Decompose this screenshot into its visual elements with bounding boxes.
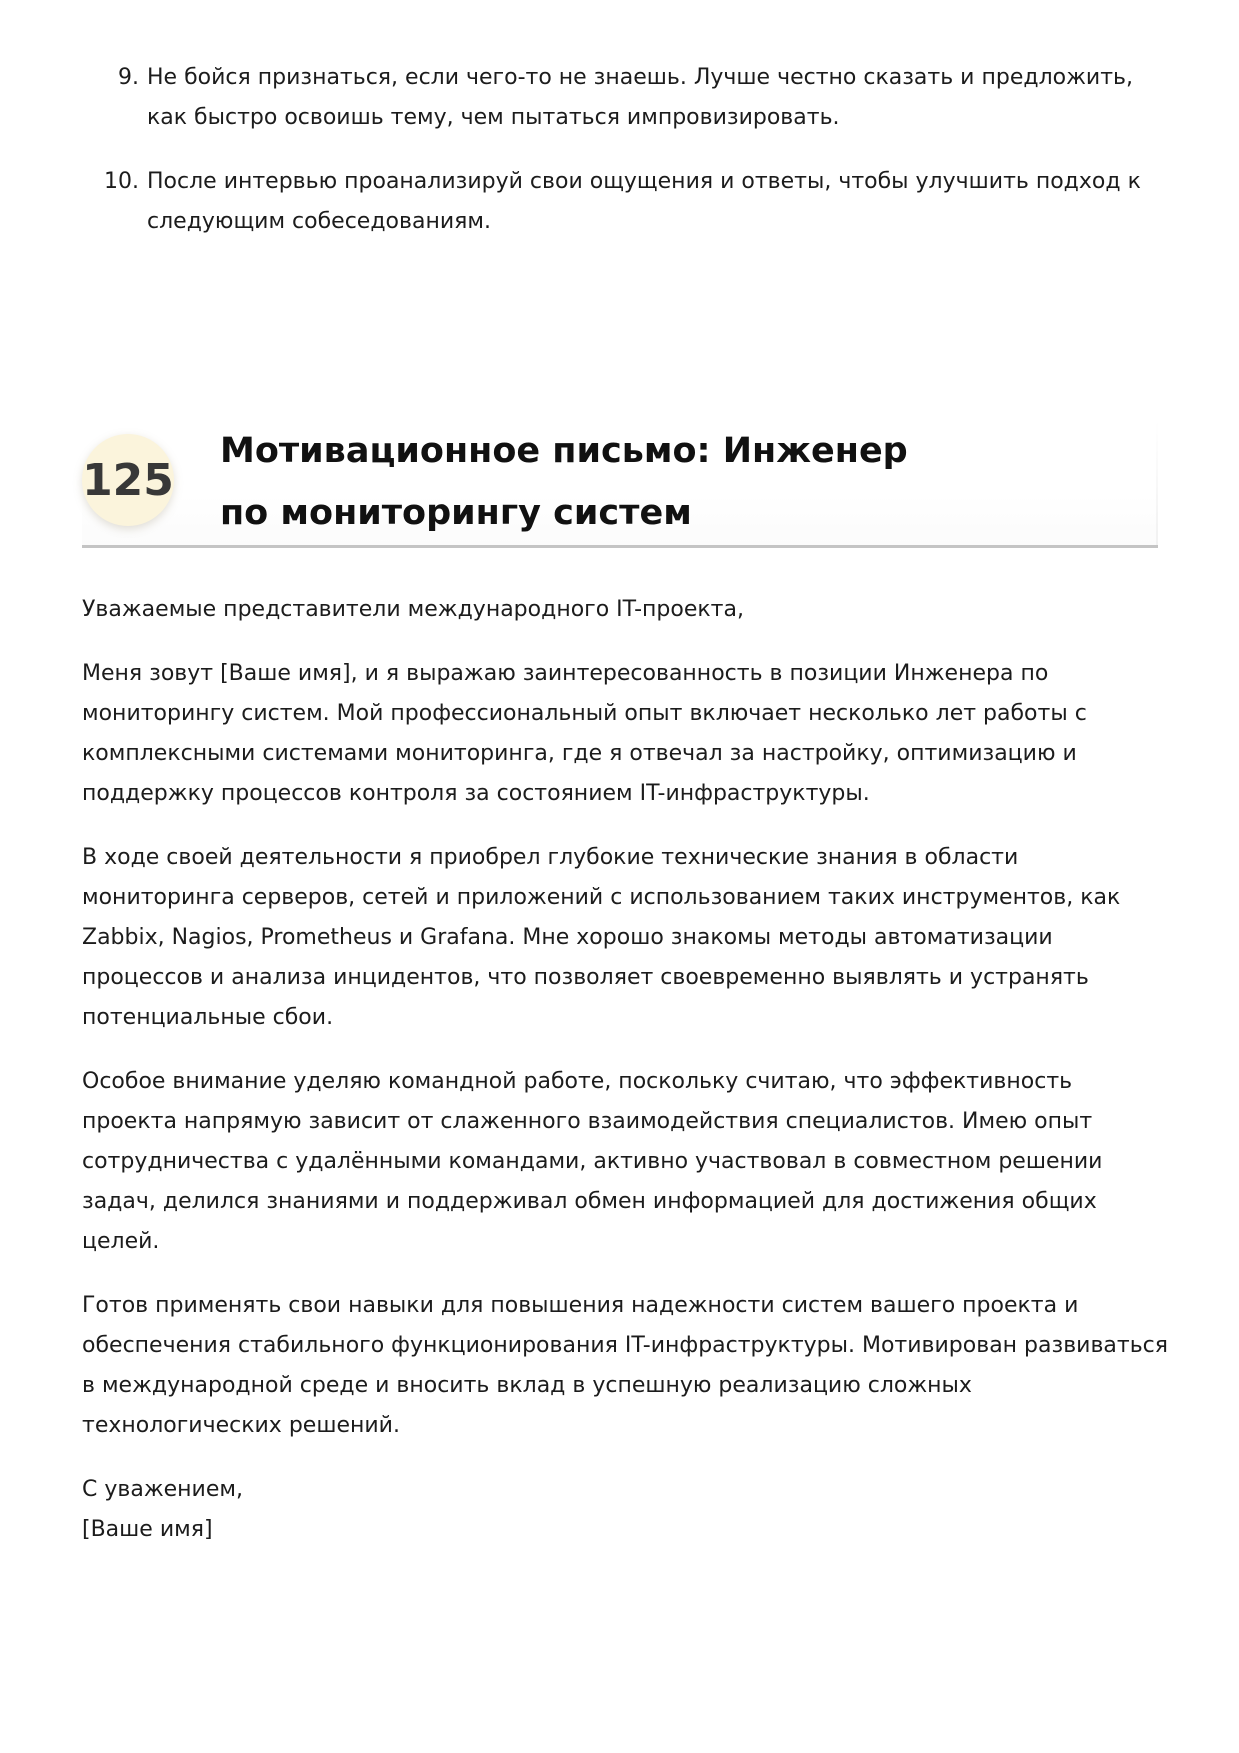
letter-signature: [Ваше имя]: [82, 1517, 213, 1542]
letter-closing-block: [82, 1470, 1172, 1550]
section-title: Мотивационное письмо: Инженер по мониторингу систем: [220, 431, 908, 533]
list-item: [82, 162, 1162, 242]
section-number: 125: [82, 454, 174, 506]
letter-closing: С уважением,: [82, 1477, 243, 1502]
list-item-number: 10.: [104, 169, 139, 194]
list-item-text: Не бойся признаться, если чего-то не знаешь. Лучше честно сказать и предложить, как быстро освоишь тему, чем пытаться импровизировать.: [147, 65, 1133, 130]
list-item: [82, 58, 1162, 138]
list-item-text: После интервью проанализируй свои ощущения и ответы, чтобы улучшить подход к следующим собеседованиям.: [147, 169, 1141, 234]
section-number-badge: [82, 434, 174, 526]
section-header: [82, 420, 1158, 548]
cover-letter: [82, 590, 1172, 1550]
letter-paragraph: Готов применять свои навыки для повышения надежности систем вашего проекта и обеспечения стабильного функционирования IT-инфраструктуры. Мотивирован развиваться в международной среде и вносить вклад в успешную реализацию сложных технологических решений.: [82, 1293, 1169, 1438]
letter-paragraph: Особое внимание уделяю командной работе, поскольку считаю, что эффективность проекта напрямую зависит от слаженного взаимодействия специалистов. Имею опыт сотрудничества с удалёнными командами, активно участвовал в совместном решении задач, делился знаниями и поддерживал обмен информацией для достижения общих целей.: [82, 1069, 1103, 1254]
interview-tips-list: [82, 58, 1162, 266]
letter-greeting: Уважаемые представители международного IT-проекта,: [82, 597, 744, 622]
letter-paragraph: Меня зовут [Ваше имя], и я выражаю заинтересованность в позиции Инженера по мониторингу систем. Мой профессиональный опыт включает несколько лет работы с комплексными системами мониторинга, где я отвечал за настройку, оптимизацию и поддержку процессов контроля за состоянием IT-инфраструктуры.: [82, 661, 1087, 806]
letter-paragraph: В ходе своей деятельности я приобрел глубокие технические знания в области мониторинга серверов, сетей и приложений с использованием таких инструментов, как Zabbix, Nagios, Prometheus и Grafana. Мне хорошо знакомы методы автоматизации процессов и анализа инцидентов, что позволяет своевременно выявлять и устранять потенциальные сбои.: [82, 845, 1121, 1030]
list-item-number: 9.: [118, 65, 139, 90]
